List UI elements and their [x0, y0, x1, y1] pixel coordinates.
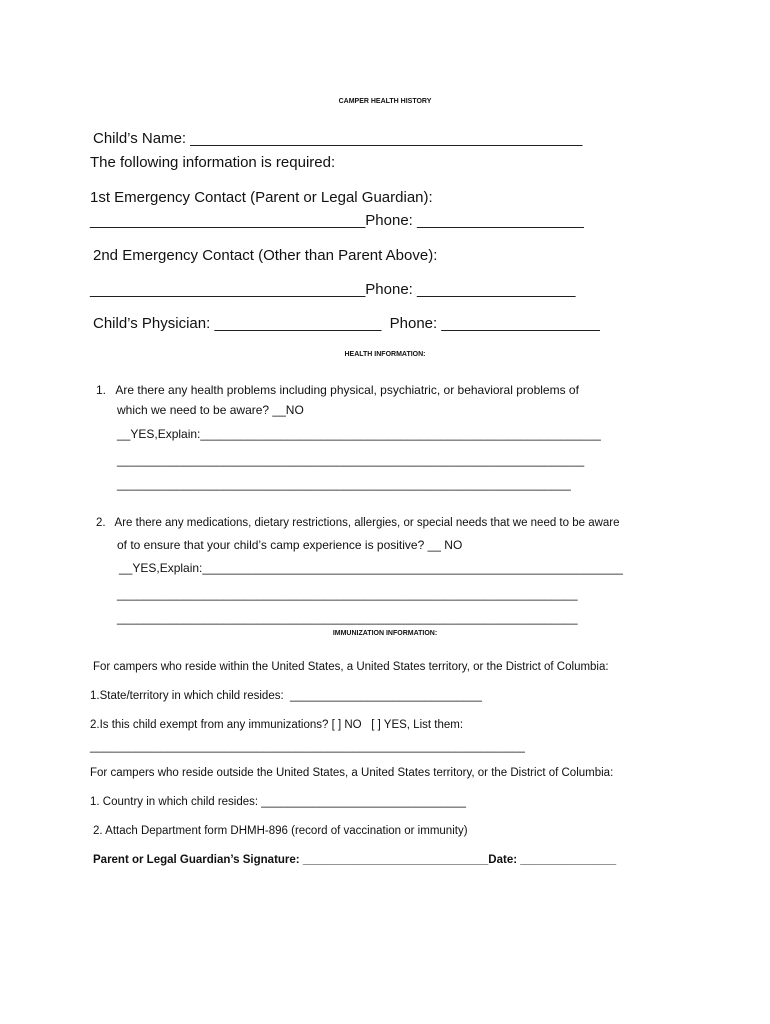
emergency-contact-2-field[interactable]: _________________________________Phone: ___________________: [90, 281, 576, 298]
non-us-residents-intro: For campers who reside outside the United States, a United States territory, or the District of Columbia:: [90, 767, 614, 779]
emergency-contact-1-field[interactable]: _________________________________Phone: ____________________: [90, 212, 584, 229]
health-question-2-blank-line[interactable]: _____________________________________________________________________: [117, 587, 578, 601]
health-question-1-yes-explain[interactable]: __YES,Explain:____________________________________________________________: [117, 427, 601, 441]
emergency-contact-2-label: 2nd Emergency Contact (Other than Parent Above):: [93, 247, 438, 264]
signature-date-field[interactable]: Parent or Legal Guardian’s Signature: _____________________________Date: _______________: [93, 854, 617, 866]
childs-name-field[interactable]: Child’s Name: _______________________________________________: [93, 130, 583, 147]
exemption-question[interactable]: 2.Is this child exempt from any immunizations? [ ] NO [ ] YES, List them:: [90, 719, 464, 731]
health-question-2: 2. Are there any medications, dietary restrictions, allergies, or special needs that we need to be aware: [96, 517, 620, 529]
health-question-1: 1. Are there any health problems including physical, psychiatric, or behavioral problems of: [96, 383, 579, 397]
required-note: The following information is required:: [90, 154, 336, 171]
health-heading: HEALTH INFORMATION:: [344, 351, 426, 358]
attach-form-note: 2. Attach Department form DHMH-896 (record of vaccination or immunity): [93, 825, 468, 837]
health-question-2-yes-explain[interactable]: __YES,Explain:_______________________________________________________________: [119, 561, 623, 575]
country-field[interactable]: 1. Country in which child resides: ________________________________: [90, 796, 466, 808]
physician-field[interactable]: Child’s Physician: ____________________ Phone: ___________________: [93, 315, 600, 332]
health-question-1-blank-line[interactable]: ______________________________________________________________________: [117, 453, 585, 467]
immunization-heading: IMMUNIZATION INFORMATION:: [332, 630, 438, 637]
us-residents-intro: For campers who reside within the United States, a United States territory, or the District of Columbia:: [93, 661, 609, 673]
health-question-1-blank-line[interactable]: ____________________________________________________________________: [117, 477, 571, 491]
exemption-list-line[interactable]: ____________________________________________________________________: [90, 741, 525, 753]
health-question-2-blank-line[interactable]: _____________________________________________________________________: [117, 611, 578, 625]
emergency-contact-1-label: 1st Emergency Contact (Parent or Legal Guardian):: [90, 189, 433, 206]
form-title: CAMPER HEALTH HISTORY: [338, 98, 432, 105]
state-territory-field[interactable]: 1.State/territory in which child resides: ______________________________: [90, 690, 482, 702]
health-question-2-no[interactable]: of to ensure that your child’s camp experience is positive? __ NO: [117, 538, 463, 552]
health-question-1-no[interactable]: which we need to be aware? __NO: [117, 403, 304, 417]
